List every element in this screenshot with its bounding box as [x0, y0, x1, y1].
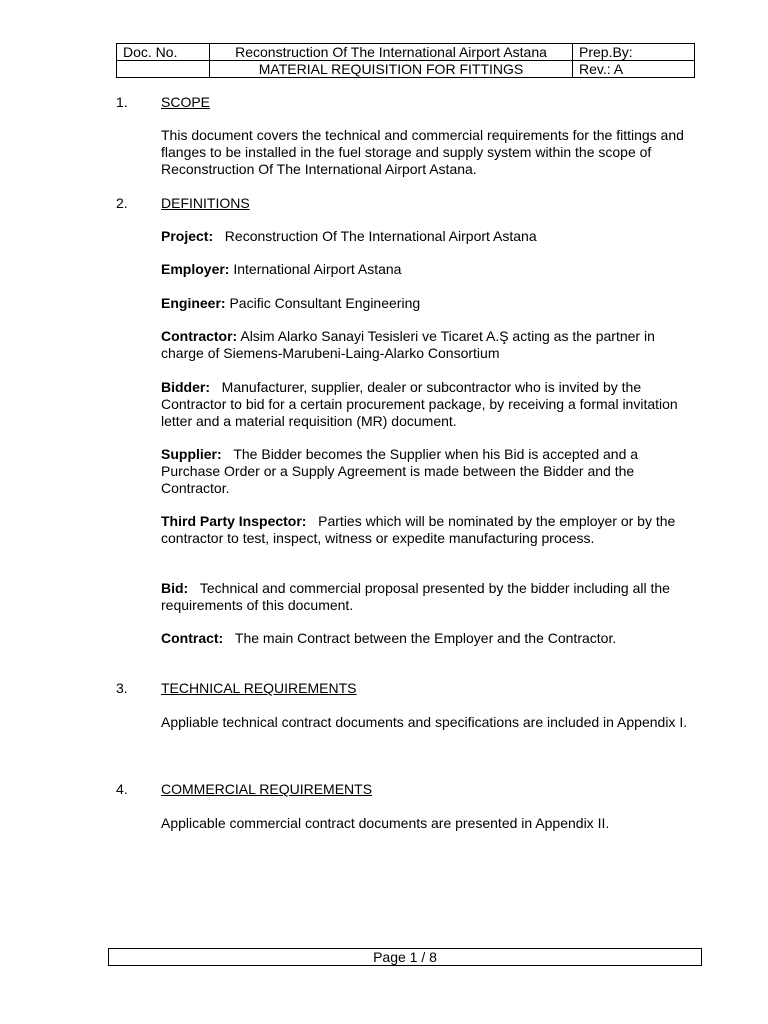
definition-term: Project: [161, 228, 214, 244]
doc-no-value [117, 61, 210, 78]
header-row-1 [117, 44, 695, 61]
definition-bid [161, 580, 696, 614]
definition-contractor [161, 328, 696, 362]
definition-third-party-inspector [161, 513, 696, 547]
definition-term: Supplier: [161, 446, 222, 462]
definition-term: Contract: [161, 630, 224, 646]
prep-by-label: Prep.By: [573, 44, 695, 61]
section-number: 3. [116, 680, 128, 696]
section-number: 1. [116, 94, 128, 110]
page-number-footer: Page 1 / 8 [108, 948, 702, 966]
definition-employer [161, 261, 696, 278]
definition-contract [161, 630, 696, 647]
definition-supplier [161, 446, 696, 497]
section-title: TECHNICAL REQUIREMENTS [161, 680, 357, 696]
definition-project [161, 228, 696, 245]
document-header-table [116, 43, 695, 78]
section-title: COMMERCIAL REQUIREMENTS [161, 781, 373, 797]
definition-text: Pacific Consultant Engineering [229, 295, 421, 311]
section-number: 4. [116, 781, 128, 797]
definition-term: Bidder: [161, 379, 210, 395]
section-title: SCOPE [161, 94, 211, 110]
definition-term: Engineer: [161, 295, 226, 311]
revision-label: Rev.: A [573, 61, 695, 78]
definition-term: Employer: [161, 261, 230, 277]
definition-text: Reconstruction Of The International Airport Astana [224, 228, 537, 244]
definition-term: Bid: [161, 580, 189, 596]
definition-text: Technical and commercial proposal presented by the bidder including all the requirements of this document. [161, 580, 670, 613]
definition-text: Alsim Alarko Sanayi Tesisleri ve Ticaret A.Ş acting as the partner in charge of Siemens-Marubeni-Laing-Alarko Consortium [161, 328, 655, 361]
definition-text: Manufacturer, supplier, dealer or subcontractor who is invited by the Contractor to bid for a certain procurement package, by receiving a formal invitation letter and a material requisition (MR) document. [161, 379, 678, 429]
document-title: MATERIAL REQUISITION FOR FITTINGS [210, 61, 573, 78]
project-title: Reconstruction Of The International Airport Astana [210, 44, 573, 61]
definition-text: The main Contract between the Employer and the Contractor. [234, 630, 617, 646]
header-row-2 [117, 61, 695, 78]
doc-no-label: Doc. No. [117, 44, 210, 61]
definition-term: Contractor: [161, 328, 238, 344]
technical-paragraph: Appliable technical contract documents and specifications are included in Appendix I. [161, 714, 688, 730]
definition-text: International Airport Astana [233, 261, 402, 277]
section-title: DEFINITIONS [161, 195, 250, 211]
definition-bidder [161, 379, 696, 430]
section-number: 2. [116, 195, 128, 211]
scope-paragraph: This document covers the technical and commercial requirements for the fittings and flanges to be installed in the fuel storage and supply system within the scope of Reconstruction Of The International Airport Astana. [161, 127, 684, 177]
definition-text: The Bidder becomes the Supplier when his Bid is accepted and a Purchase Order or a Supply Agreement is made between the Bidder and the Contractor. [161, 446, 639, 496]
definition-term: Third Party Inspector: [161, 513, 307, 529]
commercial-paragraph: Applicable commercial contract documents are presented in Appendix II. [161, 815, 610, 831]
definition-text: Parties which will be nominated by the employer or by the contractor to test, inspect, witness or expedite manufacturing process. [161, 513, 676, 546]
definition-engineer [161, 295, 696, 312]
